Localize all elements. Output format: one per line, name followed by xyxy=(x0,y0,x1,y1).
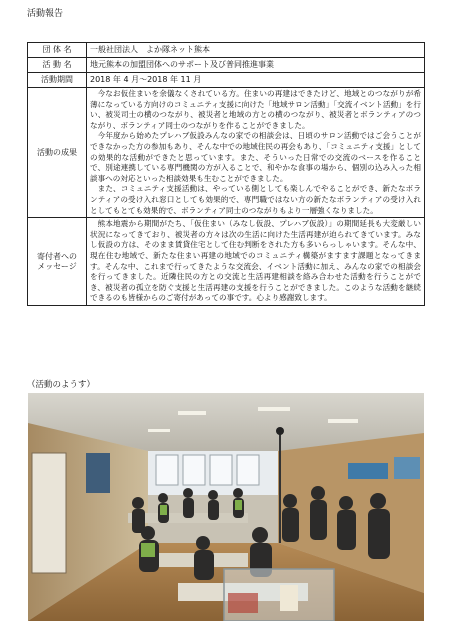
org-row xyxy=(28,43,425,58)
message-row xyxy=(28,218,425,306)
message-text xyxy=(87,218,425,306)
results-paragraph: また、コミュニティ支援活動は、やっている側としても楽しんでやることができ、新たなボランティアの受け入れ窓口としても効果的で、専門職ではない方の新たなボランティアの受け入れとしてもとても効果的で、ボランティア同士のつながりもより一層強くなりました。 xyxy=(90,184,421,215)
activity-photo xyxy=(28,393,424,621)
activity-value: 地元熊本の加盟団体へのサポート及び普同推進事業 xyxy=(87,58,425,73)
results-text xyxy=(87,88,425,218)
activity-row xyxy=(28,58,425,73)
results-label: 活動の成果 xyxy=(28,88,87,218)
period-row xyxy=(28,73,425,88)
results-row xyxy=(28,88,425,218)
activity-label: 活 動 名 xyxy=(28,58,87,73)
message-paragraph: 熊本地震から期間がたち、「仮住まい（みなし仮設、プレハブ仮設）」の期間延長も大変厳しい状況になってきており、被災者の方々は次の生活に向けた生活再建が迫られてきています。みなし仮設の方は、そのまま賃貸住宅として住む判断をされた方も多いらっしゃいます。そんな中、現在住む地域で、新たな住まい再建の地域でのコミュニティ構築がますます課題となってきます。そんな中、これまで行ってきたような交流会、イベント活動に加え、みんなの家での相談会を行ってきました。近隣住民の方との交流と生活再建相談を絡み合わせた活動を行うことができ、被災者の孤立を防ぐ支援と生活再建の支援を行うことができました。このような活動を継続できるのも皆様からのご寄付があっての事です。心より感謝致します。 xyxy=(90,219,421,303)
report-heading: 活動報告 xyxy=(27,9,64,19)
activity-photo-illustration xyxy=(28,393,424,621)
period-label: 活動期間 xyxy=(28,73,87,88)
org-value: 一般社団法人 よか隊ネット熊本 xyxy=(87,43,425,58)
activity-report-table xyxy=(27,42,425,306)
photo-caption: （活動のようす） xyxy=(27,380,96,390)
message-label: 寄付者への メッセージ xyxy=(28,218,87,306)
results-paragraph: 今なお仮住まいを余儀なくされている方。住まいの再建はできたけど、地域とのつながりが希薄になっている方向けのコミュニティ支援に向けた「地域サロン活動」「交流イベント活動」を行い、被災司士の横のつながり、被災者と地域の方との横のつながり、被災者とボランティアのつながり、ボランティア同士のつながりを作ることができました。 xyxy=(90,89,421,130)
org-label: 団 体 名 xyxy=(28,43,87,58)
results-paragraph: 今年度から始めたプレハブ仮設みんなの家での相談会は、日頃のサロン活動ではご会うことができなかった方の参加もあり、そんな中での地域住民の再会もあり、「コミュニティ支援」としての効果的な活動ができたと思っています。また、そういった日常での交流のベースを作ることで、別途連携している専門機関の方が入ることで、和やかな食事の場から、個別の込み入った相談事への対応といった相談効果も生むことができました。 xyxy=(90,131,421,183)
period-value: 2018 年 4 月〜2018 年 11 月 xyxy=(87,73,425,88)
